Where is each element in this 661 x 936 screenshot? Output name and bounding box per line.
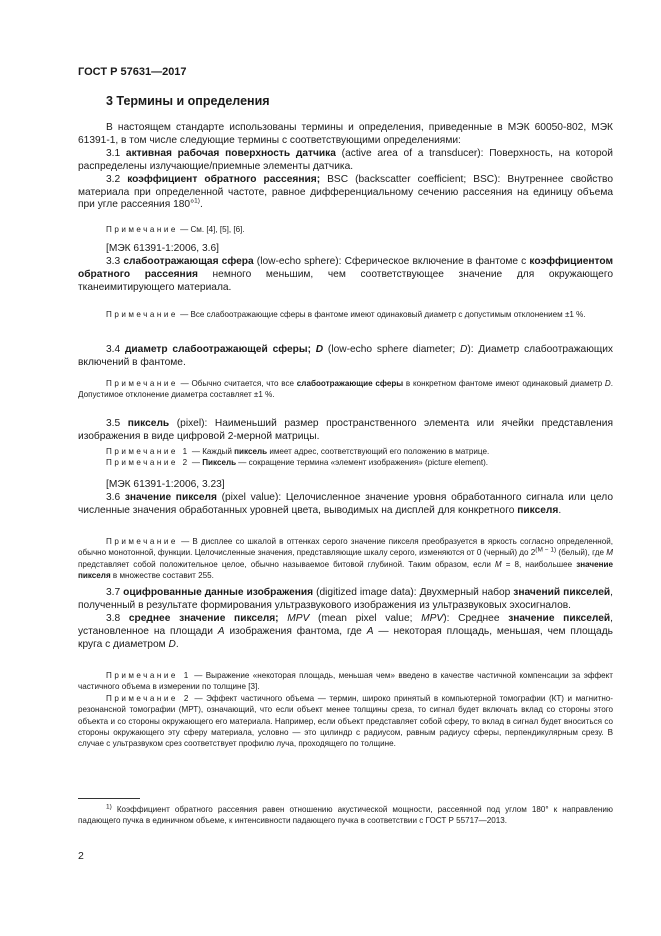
- term-3-1: 3.1 активная рабочая поверхность датчика (active area of a transducer): Поверхность, на которой распределены излучающие/приемные элементы датчика.: [78, 147, 613, 172]
- page-number: 2: [78, 850, 84, 862]
- footnote-separator: [78, 798, 140, 799]
- footnote: $^{1)}$ Коэффициент обратного рассеяния равен отношению акустической мощности, рассеянной под углом 180° к направлению падающего пучка в единичном объеме, к интенсивности падающего пучка в соответствии с ГОСТ Р 55717—2013.: [78, 803, 613, 826]
- term-3-3: 3.3 слабоотражающая сфера (low-echo sphere): Сферическое включение в фантоме с коэффициентом обратного рассеяния немного меньшим, чем соответствующее значение для окружающего тканеимитирующего материала.: [78, 255, 613, 293]
- section-title: 3 Термины и определения: [106, 94, 270, 108]
- definitions-block-2: [78, 243, 613, 295]
- source-ref-1: [МЭК 61391-1:2006, 3.6]: [106, 243, 219, 254]
- source-ref-2: [МЭК 61391-1:2006, 3.23]: [106, 479, 225, 490]
- definitions-block-4: [78, 587, 613, 652]
- notes-3-8: Примечание 1 — Выражение «некоторая площадь, меньшая чем» введено в качестве частичной компенсации за эффект частичного объема в измерении по толщине [3]. Примечание 2 — Эффект частичного объема — термин, широко принятый в компьютерной томографии (КТ) и магнитно-резонансной томографии (МРТ), означающий, что если объект менее толщины среза, то сигнал будет включать вклад со стороны этого объекта и со стороны окружающего его материала. Например, если объект представляет собой сферу, то вклад в сигнал будет вноситься со стороны окружающего эту сферу материала, условно — это цилиндр с радиусом, равным радиусу сферы, перпендикулярным срезу. В случае с ультразвуком срез соответствует профилю луча, проходящего по толщине.: [78, 671, 613, 749]
- term-3-8: 3.8 среднее значение пикселя; MPV (mean pixel value; MPV): Среднее значение пикселей, установленное на площади A изображения фантома, где A — некоторая площадь, меньшая, чем площадь круга с диаметром D.: [78, 612, 613, 650]
- document-header: ГОСТ Р 57631—2017: [78, 66, 187, 78]
- term-3-6: 3.6 значение пикселя (pixel value): Целочисленное значение уровня обработанного сигнала или цело численные значения обработанных уровней цвета, выводимых на дисплей для конкретного пикселя.: [78, 491, 613, 516]
- note-3-6: Примечание — В дисплее со шкалой в оттенках серого значение пикселя преобразуется в яркость согласно определенной, обычно монотонной, функции. Целочисленные значения, представляющие шкалу серого, изменяются от 0 (черный) до $2^{(M - 1)}$ (белый), где M представляет собой положительное целое, обычно называемое битовой глубиной. Таким образом, если M = 8, наибольшее значение пикселя в множестве составит 255.: [78, 537, 614, 581]
- note-3-3: Примечание — Все слабоотражающие сферы в фантоме имеют одинаковый диаметр с допустимым отклонением ±1 %.: [106, 310, 586, 319]
- term-3-4: 3.4 диаметр слабоотражающей сферы; D (low-echo sphere diameter; D): Диаметр слабоотражающих включений в фантоме.: [78, 344, 614, 368]
- definitions-block-1: [78, 122, 613, 212]
- term-3-5: 3.5 пиксель (pixel): Наименьший размер пространственного элемента или ячейки представления изображения в виде цифровой 2-мерной матрицы.: [78, 418, 613, 442]
- notes-3-5: Примечание 1 — Каждый пиксель имеет адрес, соответствующий его положению в матрице. Примечание 2 — Пиксель — сокращение термина «элемент изображения» (picture element).: [106, 447, 490, 468]
- note-3-2: Примечание — См. [4], [5], [6].: [106, 225, 245, 234]
- intro-paragraph: В настоящем стандарте использованы термины и определения, приведенные в МЭК 60050-802, МЭК 61391-1, в том числе следующие термины с соответствующими определениями:: [78, 122, 613, 146]
- footnote-ref: 1): [194, 198, 200, 206]
- term-3-2: 3.2 коэффициент обратного рассеяния; BSC (backscatter coefficient; BSC): Внутреннее свойство материала при определенной частоте, равное дифференциальному сечению рассеяния на единицу объема при угле рассеяния 180°$^{1)}$.: [78, 173, 613, 211]
- definitions-block-3: [78, 479, 613, 518]
- term-3-7: 3.7 оцифрованные данные изображения (digitized image data): Двухмерный набор значений пикселей, полученный в результате формирования ультразвукового изображения из ультразвуковых эхосигналов.: [78, 587, 613, 611]
- note-3-4: Примечание — Обычно считается, что все слабоотражающие сферы в конкретном фантоме имеют одинаковый диаметр D. Допустимое отклонение диаметра составляет ±1 %.: [78, 379, 613, 400]
